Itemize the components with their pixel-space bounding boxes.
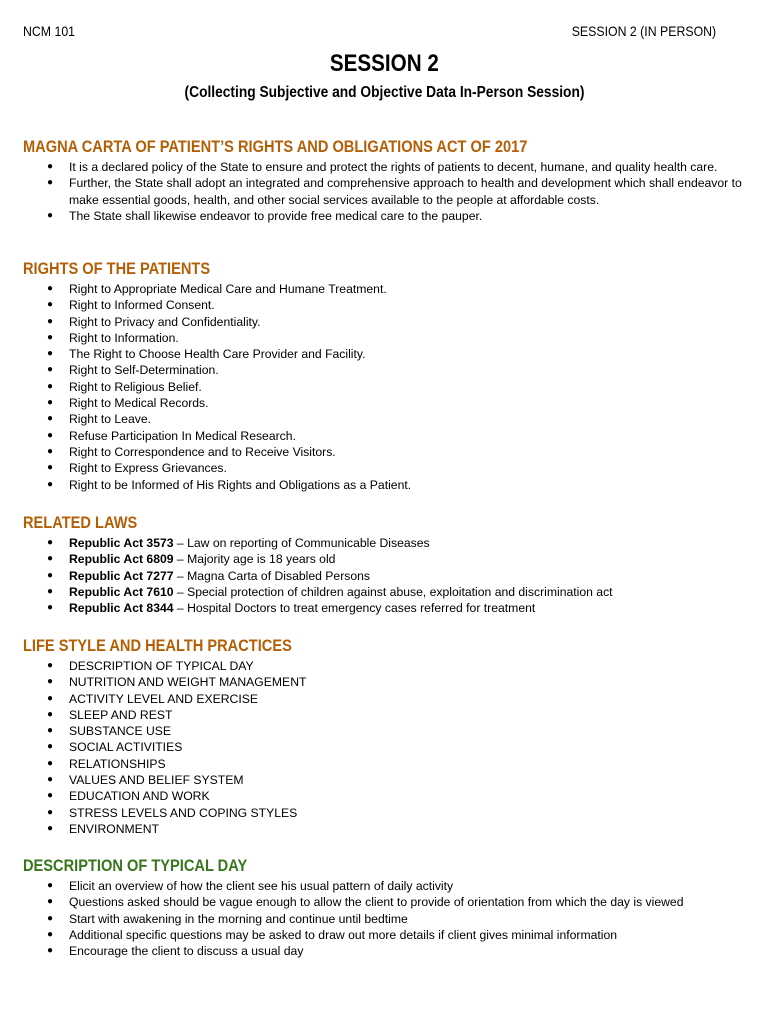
list-item xyxy=(23,568,743,584)
act-number: Republic Act 7277 xyxy=(69,568,174,583)
list-item: ● Encourage the client to discuss a usual day xyxy=(23,943,743,959)
act-description: – Special protection of children against abuse, exploitation and discrimination act xyxy=(173,584,613,599)
list-item xyxy=(23,600,743,616)
act-number: Republic Act 8344 xyxy=(69,601,174,616)
list-item: ● STRESS LEVELS AND COPING STYLES xyxy=(23,805,743,821)
related-laws-heading: RELATED LAWS xyxy=(23,513,138,532)
list-item: ● ENVIRONMENT xyxy=(23,821,743,837)
list-item: ● Right to be Informed of His Rights and Obligations as a Patient. xyxy=(23,477,743,493)
list-item: ● Right to Leave. xyxy=(23,411,743,427)
list-item: ● VALUES AND BELIEF SYSTEM xyxy=(23,772,743,788)
lifestyle-section xyxy=(23,635,743,837)
list-item: ● Right to Appropriate Medical Care and Humane Treatment. xyxy=(23,281,743,297)
typical-day-heading: DESCRIPTION OF TYPICAL DAY xyxy=(23,856,248,875)
list-item: ● Right to Privacy and Confidentiality. xyxy=(23,314,743,330)
list-item: ● SOCIAL ACTIVITIES xyxy=(23,739,743,755)
list-item: ● It is a declared policy of the State to ensure and protect the rights of patients to decent, humane, and quality health care. xyxy=(23,159,743,175)
list-item: ● The State shall likewise endeavor to provide free medical care to the pauper. xyxy=(23,208,743,224)
list-item: ● RELATIONSHIPS xyxy=(23,756,743,772)
magna-carta-section xyxy=(23,136,743,224)
act-description: – Hospital Doctors to treat emergency cases referred for treatment xyxy=(173,601,536,616)
act-description: – Majority age is 18 years old xyxy=(173,552,336,567)
list-item: ● Questions asked should be vague enough to allow the client to provide of orientation from which the day is viewed xyxy=(23,894,743,910)
rights-section xyxy=(23,258,743,493)
related-laws-list xyxy=(23,535,743,616)
list-item: ● Right to Information. xyxy=(23,330,743,346)
typical-day-list xyxy=(23,878,743,959)
act-number: Republic Act 3573 xyxy=(69,536,174,550)
act-description: – Law on reporting of Communicable Diseases xyxy=(173,536,430,550)
list-item: ● Right to Express Grievances. xyxy=(23,460,743,476)
session-label: SESSION 2 (IN PERSON) xyxy=(571,23,716,39)
page-title xyxy=(0,50,768,78)
list-item: ● NUTRITION AND WEIGHT MANAGEMENT xyxy=(23,674,743,690)
list-item: ● SUBSTANCE USE xyxy=(23,723,743,739)
act-number: Republic Act 6809 xyxy=(69,552,174,567)
page-title-text: SESSION 2 xyxy=(329,50,439,77)
list-item: ● Refuse Participation In Medical Research. xyxy=(23,428,743,444)
list-item: ● SLEEP AND REST xyxy=(23,707,743,723)
typical-day-section xyxy=(23,855,743,959)
list-item: ● Additional specific questions may be asked to draw out more details if client gives minimal information xyxy=(23,927,743,943)
list-item: ● EDUCATION AND WORK xyxy=(23,788,743,804)
rights-list xyxy=(23,281,743,493)
list-item: ● Start with awakening in the morning and continue until bedtime xyxy=(23,911,743,927)
list-item: ● Right to Correspondence and to Receive Visitors. xyxy=(23,444,743,460)
magna-carta-heading: MAGNA CARTA OF PATIENT’S RIGHTS AND OBLIGATIONS ACT OF 2017 xyxy=(23,137,528,156)
list-item: ● Right to Medical Records. xyxy=(23,395,743,411)
rights-heading: RIGHTS OF THE PATIENTS xyxy=(23,259,211,278)
act-description: – Magna Carta of Disabled Persons xyxy=(173,568,371,583)
list-item: ● The Right to Choose Health Care Provider and Facility. xyxy=(23,346,743,362)
list-item: ● Right to Self-Determination. xyxy=(23,362,743,378)
list-item xyxy=(23,584,743,600)
lifestyle-heading: LIFE STYLE AND HEALTH PRACTICES xyxy=(23,636,292,655)
list-item: ● Right to Informed Consent. xyxy=(23,297,743,313)
list-item: ● Further, the State shall adopt an integrated and comprehensive approach to health and development which shall endeavor to make essential goods, health, and other social services available to the people at affordable costs. xyxy=(23,175,743,208)
page-subtitle-text: (Collecting Subjective and Objective Data In-Person Session) xyxy=(184,84,584,101)
page-subtitle xyxy=(0,84,768,102)
list-item: ● Right to Religious Belief. xyxy=(23,379,743,395)
list-item: ● ACTIVITY LEVEL AND EXERCISE xyxy=(23,691,743,707)
list-item: ● DESCRIPTION OF TYPICAL DAY xyxy=(23,658,743,674)
list-item xyxy=(23,535,743,551)
lifestyle-list xyxy=(23,658,743,837)
related-laws-section xyxy=(23,512,743,616)
act-number: Republic Act 7610 xyxy=(69,584,174,599)
list-item xyxy=(23,551,743,567)
course-code: NCM 101 xyxy=(23,23,76,39)
magna-carta-list xyxy=(23,159,743,224)
list-item: ● Elicit an overview of how the client see his usual pattern of daily activity xyxy=(23,878,743,894)
